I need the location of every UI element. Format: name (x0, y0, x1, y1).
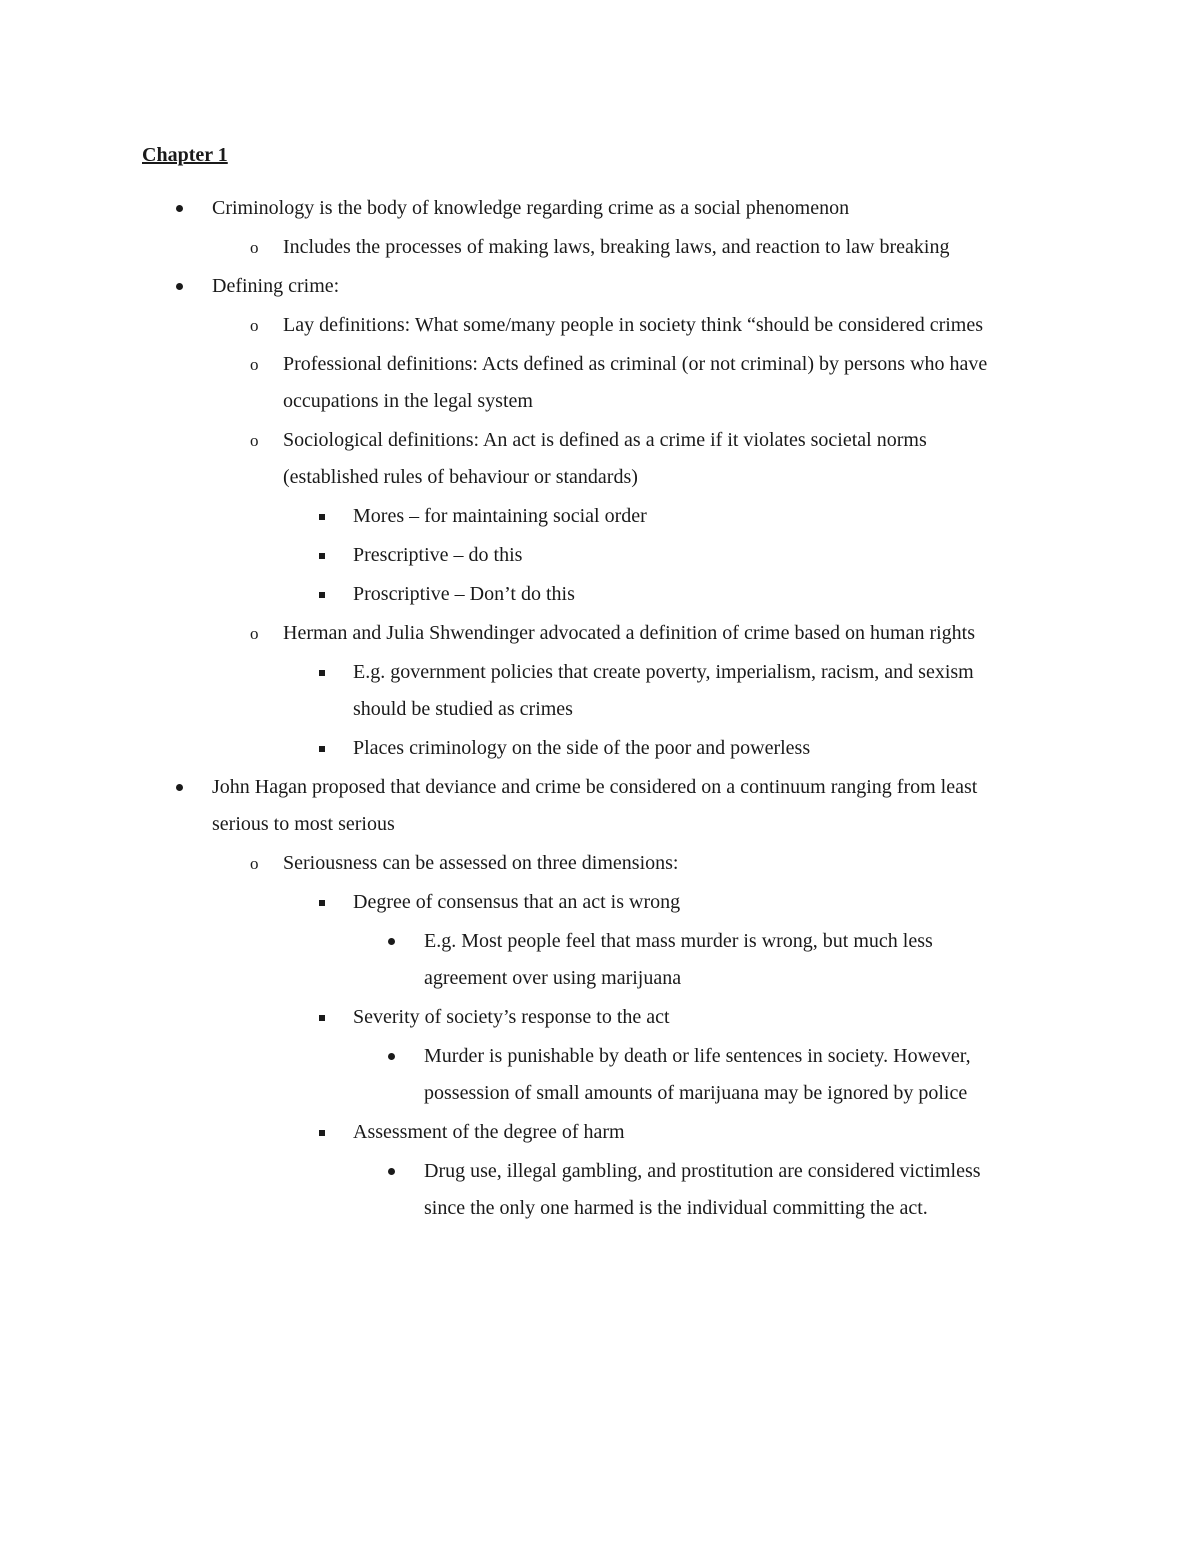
outline-item-text: E.g. Most people feel that mass murder is wrong, but much less (424, 930, 933, 952)
bullet-square-icon (319, 746, 325, 752)
outline-item-level-2 (250, 845, 679, 882)
outline-item-text: Murder is punishable by death or life sentences in society. However, (424, 1045, 971, 1067)
outline-item-text: Severity of society’s response to the act (353, 1006, 670, 1028)
outline-item-text: Assessment of the degree of harm (353, 1121, 625, 1143)
outline-item-level-1 (212, 268, 339, 305)
outline-item-text: Mores – for maintaining social order (353, 505, 647, 527)
outline-item-level-3 (353, 537, 522, 574)
bullet-square-icon (319, 592, 325, 598)
outline-item-level-4 (424, 923, 933, 997)
bullet-disc-icon (388, 1168, 395, 1175)
bullet-square-icon (319, 1015, 325, 1021)
outline-item-text: Lay definitions: What some/many people in society think “should be considered crimes (283, 314, 984, 336)
outline-item-text: Prescriptive – do this (353, 544, 523, 566)
outline-item-level-2 (250, 346, 988, 420)
outline-item-text: Degree of consensus that an act is wrong (353, 891, 681, 913)
outline-item-text: Includes the processes of making laws, breaking laws, and reaction to law breaking (283, 236, 950, 258)
outline-item-level-3 (353, 884, 680, 921)
outline-item-level-3 (353, 1114, 625, 1151)
outline-item-text: E.g. government policies that create poverty, imperialism, racism, and sexism (353, 661, 974, 683)
bullet-square-icon (319, 1130, 325, 1136)
outline-item-level-3 (353, 999, 670, 1036)
outline-item-text: (established rules of behaviour or standards) (283, 466, 638, 488)
outline-item-level-2 (250, 615, 976, 652)
outline-item-level-1 (212, 769, 977, 843)
bullet-circle-icon: o (250, 316, 259, 335)
bullet-square-icon (319, 670, 325, 676)
outline-item-text: Herman and Julia Shwendinger advocated a definition of crime based on human rights (283, 622, 976, 644)
outline-item-text: John Hagan proposed that deviance and crime be considered on a continuum ranging from least (212, 776, 978, 798)
outline-item-text: Seriousness can be assessed on three dimensions: (283, 852, 679, 874)
outline-item-level-3 (353, 730, 810, 767)
outline-item-text: since the only one harmed is the individual committing the act. (424, 1197, 928, 1219)
outline-item-level-4 (424, 1153, 981, 1227)
bullet-circle-icon: o (250, 624, 259, 643)
bullet-square-icon (319, 900, 325, 906)
outline-item-text: possession of small amounts of marijuana may be ignored by police (424, 1082, 968, 1104)
bullet-circle-icon: o (250, 854, 259, 873)
outline-item-text: Proscriptive – Don’t do this (353, 583, 575, 605)
outline-item-level-1 (212, 190, 849, 227)
outline-item-level-3 (353, 576, 575, 613)
outline-item-level-3 (353, 654, 974, 728)
outline-item-text: Professional definitions: Acts defined as criminal (or not criminal) by persons who have (283, 353, 988, 375)
outline-item-level-2 (250, 229, 950, 266)
outline-item-text: Drug use, illegal gambling, and prostitution are considered victimless (424, 1160, 981, 1182)
bullet-disc-icon (388, 1053, 395, 1060)
chapter-heading: Chapter 1 (142, 144, 228, 166)
bullet-disc-icon (176, 283, 183, 290)
outline-item-text: serious to most serious (212, 813, 395, 835)
bullet-disc-icon (176, 205, 183, 212)
outline-item-level-2 (250, 422, 927, 496)
outline-item-text: Places criminology on the side of the poor and powerless (353, 737, 811, 759)
bullet-disc-icon (388, 938, 395, 945)
outline-item-text: agreement over using marijuana (424, 967, 682, 989)
bullet-circle-icon: o (250, 431, 259, 450)
bullet-disc-icon (176, 784, 183, 791)
outline-item-level-2 (250, 307, 984, 344)
bullet-circle-icon: o (250, 355, 259, 374)
outline-item-text: Sociological definitions: An act is defined as a crime if it violates societal norms (283, 429, 927, 451)
outline-item-text: occupations in the legal system (283, 390, 533, 412)
outline-item-level-4 (424, 1038, 971, 1112)
bullet-square-icon (319, 553, 325, 559)
bullet-square-icon (319, 514, 325, 520)
outline-item-text: Defining crime: (212, 275, 340, 297)
outline-item-text: Criminology is the body of knowledge regarding crime as a social phenomenon (212, 197, 850, 219)
outline-item-level-3 (353, 498, 647, 535)
outline-item-text: should be studied as crimes (353, 698, 573, 720)
bullet-circle-icon: o (250, 238, 259, 257)
